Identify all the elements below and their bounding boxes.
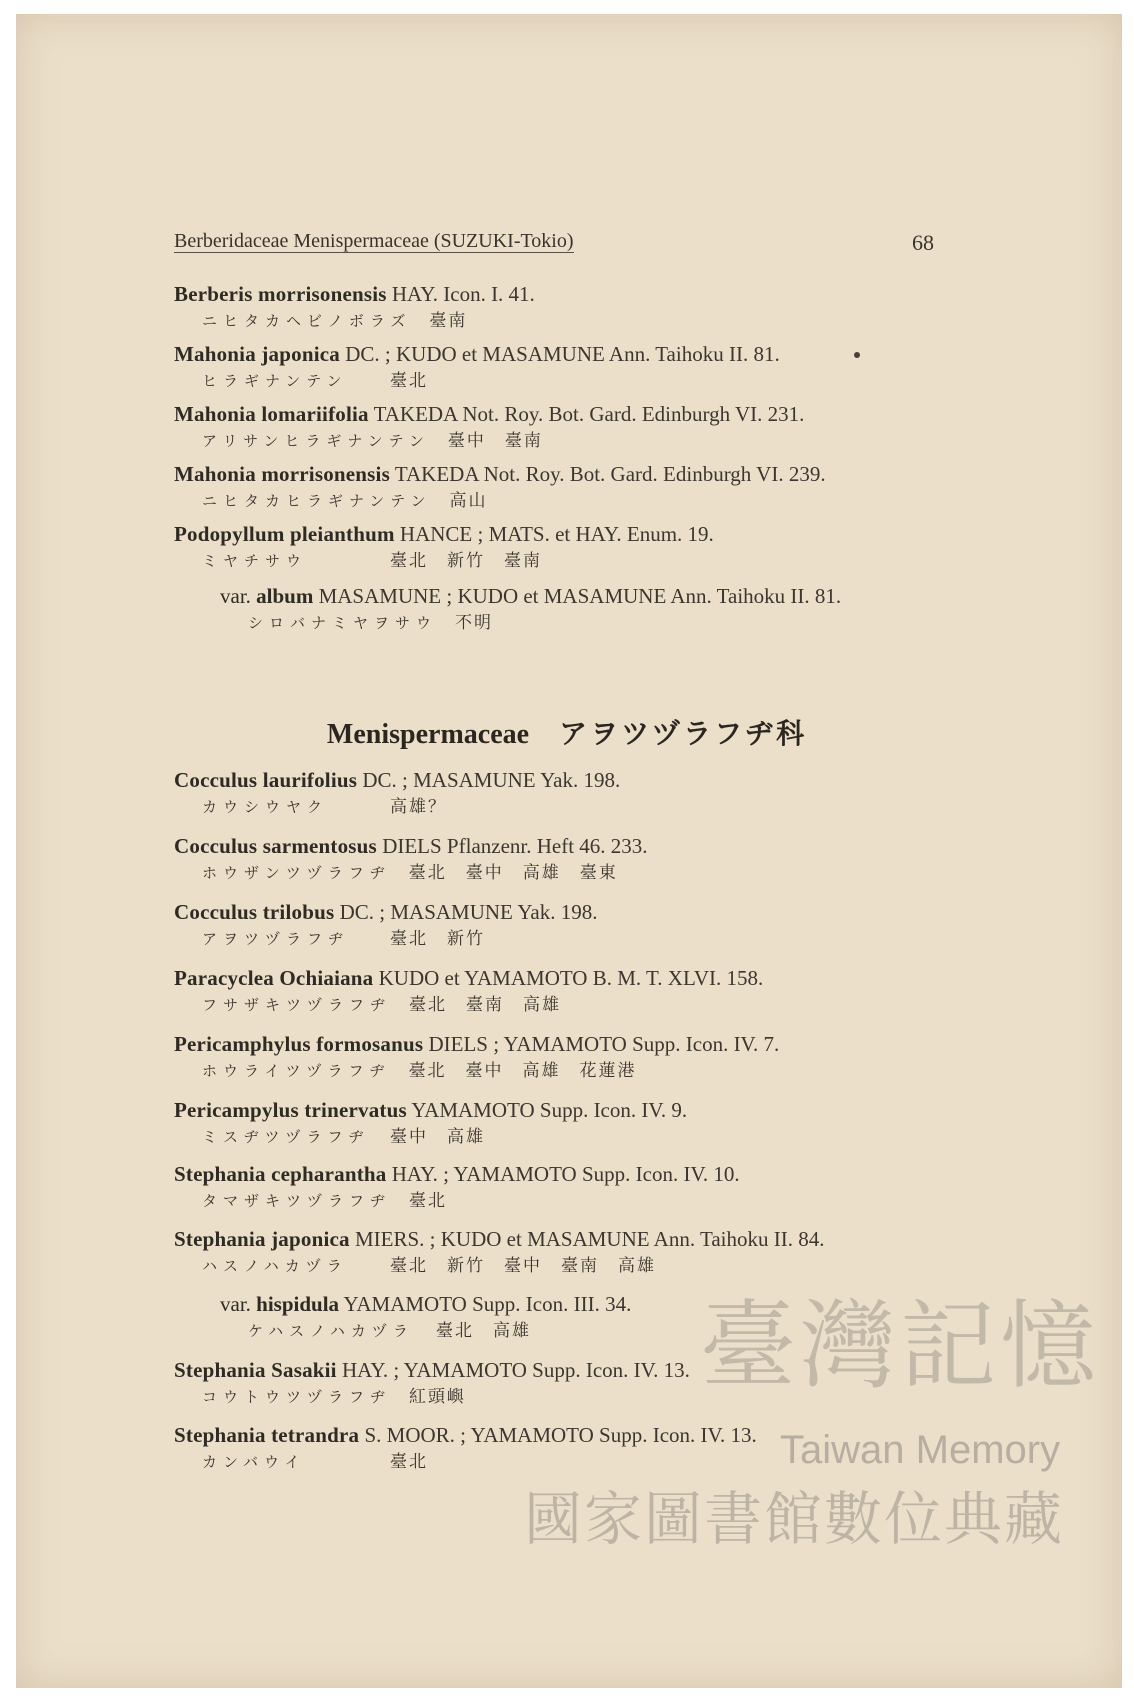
locations: 臺北 新竹 臺南 bbox=[390, 551, 542, 571]
locations: 臺北 新竹 臺中 臺南 高雄 bbox=[390, 1256, 656, 1276]
taxon-name: Pericampylus trinervatus bbox=[174, 1098, 407, 1122]
japanese-name: ハスノハカヅラ bbox=[202, 1257, 348, 1275]
var-marker: var. bbox=[220, 1292, 251, 1316]
species-entry bbox=[174, 832, 954, 886]
locations: 臺中 臺南 bbox=[447, 431, 543, 451]
watermark-main: 臺灣記憶 bbox=[700, 1290, 1100, 1402]
japanese-name: シロバナミヤヲサウ bbox=[248, 614, 438, 632]
locations: 臺北 高雄 bbox=[436, 1321, 531, 1341]
citation: YAMAMOTO Supp. Icon. IV. 9. bbox=[411, 1098, 688, 1122]
family-latin: Menispermaceae bbox=[326, 719, 530, 750]
species-entry bbox=[174, 1160, 954, 1214]
citation: HANCE ; MATS. et HAY. Enum. 19. bbox=[399, 522, 714, 546]
locations: 高雄？ bbox=[390, 797, 447, 817]
variety-entry bbox=[220, 582, 1000, 636]
taxon-name: Mahonia morrisonensis bbox=[174, 462, 390, 486]
species-entry bbox=[174, 340, 954, 394]
species-entry bbox=[174, 766, 954, 820]
japanese-name: コウトウツヅラフヂ bbox=[202, 1388, 392, 1406]
species-entry bbox=[174, 1030, 954, 1084]
family-japanese: アヲツヅラフヂ科 bbox=[559, 717, 808, 750]
citation: HAY. Icon. I. 41. bbox=[391, 282, 535, 306]
family-heading bbox=[0, 712, 1134, 752]
locations: 臺北 臺中 高雄 花蓮港 bbox=[408, 1061, 637, 1081]
locations: 臺中 高雄 bbox=[390, 1127, 485, 1147]
species-entry bbox=[174, 280, 954, 334]
taxon-name: Cocculus laurifolius bbox=[174, 768, 358, 792]
japanese-name: ミヤチサウ bbox=[202, 552, 308, 570]
citation: DC. ; MASAMUNE Yak. 198. bbox=[339, 900, 598, 924]
locations: 臺南 bbox=[429, 311, 468, 331]
citation: DC. ; MASAMUNE Yak. 198. bbox=[362, 768, 621, 792]
locations: 臺北 bbox=[390, 1452, 428, 1472]
citation: DC. ; KUDO et MASAMUNE Ann. Taihoku II. 81. bbox=[345, 342, 780, 366]
locations: 高山 bbox=[449, 491, 488, 511]
japanese-name: ヒラギナンテン bbox=[202, 372, 348, 390]
citation: MIERS. ; KUDO et MASAMUNE Ann. Taihoku II. 84. bbox=[354, 1227, 825, 1251]
citation: HAY. ; YAMAMOTO Supp. Icon. IV. 10. bbox=[391, 1162, 740, 1186]
species-entry bbox=[174, 460, 954, 514]
japanese-name: ホウライツヅラフヂ bbox=[202, 1062, 391, 1080]
species-entry bbox=[174, 520, 954, 574]
citation: YAMAMOTO Supp. Icon. III. 34. bbox=[343, 1292, 632, 1316]
taxon-name: Paracyclea Ochiaiana bbox=[174, 966, 374, 990]
locations: 臺北 bbox=[409, 1191, 448, 1211]
watermark-library: 國家圖書館數位典藏 bbox=[524, 1485, 1065, 1553]
running-header bbox=[174, 230, 934, 253]
header-title: Berberidaceae Menispermaceae (SUZUKI-Tokio) bbox=[174, 230, 574, 252]
citation: TAKEDA Not. Roy. Bot. Gard. Edinburgh VI. 231. bbox=[373, 402, 805, 426]
species-entry bbox=[174, 964, 954, 1018]
taxon-name: Mahonia japonica bbox=[174, 342, 340, 366]
taxon-name: Cocculus trilobus bbox=[174, 900, 335, 924]
species-entry bbox=[174, 1096, 954, 1150]
japanese-name: アヲツヅラフヂ bbox=[202, 930, 350, 948]
japanese-name: アリサンヒラギナンテン bbox=[202, 432, 430, 450]
taxon-name: Stephania japonica bbox=[174, 1227, 350, 1251]
japanese-name: ケハスノハカヅラ bbox=[248, 1322, 414, 1340]
taxon-name: Stephania tetrandra bbox=[174, 1423, 360, 1447]
citation: TAKEDA Not. Roy. Bot. Gard. Edinburgh VI. 239. bbox=[394, 462, 826, 486]
citation: HAY. ; YAMAMOTO Supp. Icon. IV. 13. bbox=[341, 1358, 690, 1382]
locations: 臺北 bbox=[390, 371, 428, 391]
taxon-name: Pericamphylus formosanus bbox=[174, 1032, 424, 1056]
taxon-name: Berberis morrisonensis bbox=[174, 282, 387, 306]
variety-name: hispidula bbox=[256, 1292, 340, 1316]
japanese-name: ミスヂツヅラフヂ bbox=[202, 1128, 370, 1146]
japanese-name: カウシウヤク bbox=[202, 798, 329, 816]
locations: 臺北 新竹 bbox=[390, 929, 485, 949]
japanese-name: ニヒタカヘビノボラズ bbox=[202, 312, 412, 330]
taxon-name: Cocculus sarmentosus bbox=[174, 834, 377, 858]
taxon-name: Mahonia lomariifolia bbox=[174, 402, 369, 426]
taxon-name: Podopyllum pleianthum bbox=[174, 522, 395, 546]
locations: 臺北 臺中 高雄 臺東 bbox=[408, 863, 618, 883]
japanese-name: ホウザンツヅラフヂ bbox=[202, 864, 391, 882]
citation: DIELS Pflanzenr. Heft 46. 233. bbox=[382, 834, 648, 858]
locations: 不明 bbox=[455, 613, 494, 633]
japanese-name: ニヒタカヒラギナンテン bbox=[202, 492, 432, 510]
japanese-name: フサザキツヅラフヂ bbox=[202, 996, 392, 1014]
japanese-name: カンバウイ bbox=[202, 1453, 306, 1471]
citation: KUDO et YAMAMOTO B. M. T. XLVI. 158. bbox=[378, 966, 764, 990]
citation: S. MOOR. ; YAMAMOTO Supp. Icon. IV. 13. bbox=[364, 1423, 757, 1447]
locations: 紅頭嶼 bbox=[409, 1387, 467, 1407]
locations: 臺北 臺南 高雄 bbox=[409, 995, 562, 1015]
taxon-name: Stephania Sasakii bbox=[174, 1358, 337, 1382]
citation: DIELS ; YAMAMOTO Supp. Icon. IV. 7. bbox=[428, 1032, 780, 1056]
species-entry bbox=[174, 400, 954, 454]
var-marker: var. bbox=[220, 584, 251, 608]
japanese-name: タマザキツヅラフヂ bbox=[202, 1192, 392, 1210]
watermark-sub: Taiwan Memory bbox=[780, 1428, 1061, 1472]
citation: MASAMUNE ; KUDO et MASAMUNE Ann. Taihoku II. 81. bbox=[318, 584, 842, 608]
page-number: 68 bbox=[912, 230, 934, 255]
variety-name: album bbox=[256, 584, 314, 608]
species-entry bbox=[174, 898, 954, 952]
taxon-name: Stephania cepharantha bbox=[174, 1162, 387, 1186]
